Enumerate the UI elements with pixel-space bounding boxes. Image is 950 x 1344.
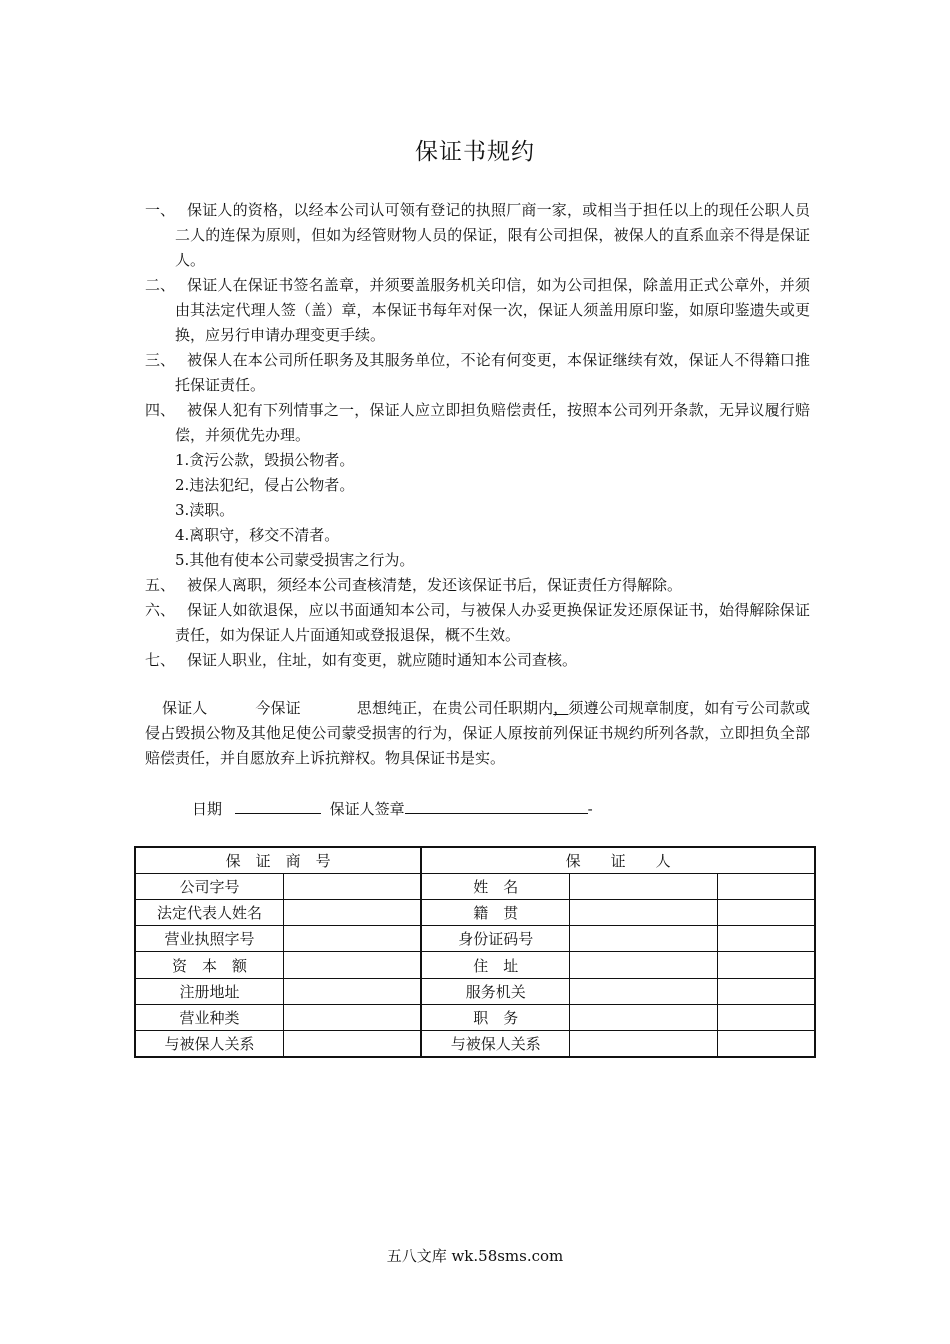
pledge-guarantor-label: 保证人: [162, 699, 208, 717]
value-cell[interactable]: [570, 1030, 718, 1057]
clause-list: [145, 198, 810, 673]
clause-1: [145, 198, 810, 273]
clause-number: 七、: [145, 651, 176, 669]
clause-number: 二、: [145, 276, 176, 294]
value-cell[interactable]: [284, 1030, 422, 1057]
table-row: [135, 952, 815, 978]
clause-number: 四、: [145, 401, 176, 419]
clause-number: 一、: [145, 201, 176, 219]
clause-7: [145, 648, 810, 673]
value-cell[interactable]: [570, 900, 718, 926]
value-cell[interactable]: [284, 900, 422, 926]
table-row: [135, 978, 815, 1004]
signature-blank[interactable]: [405, 797, 588, 814]
value-cell[interactable]: [284, 978, 422, 1004]
sub-item-2: 2.违法犯纪，侵占公物者。: [175, 476, 355, 494]
row-label: 资 本 额: [135, 952, 284, 978]
guarantor-header: 保 证 人: [421, 847, 815, 874]
table-row: [135, 1030, 815, 1057]
row-label: 住 址: [421, 952, 570, 978]
clause-3: [145, 348, 810, 398]
table-row: [135, 926, 815, 952]
sub-item-3: 3.渎职。: [175, 501, 235, 519]
value-cell[interactable]: [717, 900, 815, 926]
page-footer: 五八文库 wk.58sms.com: [386, 1247, 564, 1265]
signature-trail: -: [587, 800, 593, 818]
table-header-row: [135, 847, 815, 874]
clause-number: 三、: [145, 351, 176, 369]
row-label: 注册地址: [135, 978, 284, 1004]
pledge-paragraph: [145, 696, 810, 771]
company-header: 保 证 商 号: [135, 847, 421, 874]
table-row: [135, 1004, 815, 1030]
pledge-text-1: 思想纯正，在贵公司任职期内: [356, 699, 554, 717]
pledge-guarantee-label: 今保证: [255, 699, 301, 717]
clause-text: 被保人离职，须经本公司查核清楚，发还该保证书后，保证责任方得解除。: [187, 576, 683, 594]
clause-5: [145, 573, 810, 598]
value-cell[interactable]: [570, 874, 718, 900]
row-label: 与被保人关系: [135, 1030, 284, 1057]
value-cell[interactable]: [284, 874, 422, 900]
row-label: 法定代表人姓名: [135, 900, 284, 926]
clause-6: [145, 598, 810, 648]
value-cell[interactable]: [570, 1004, 718, 1030]
clause-2: [145, 273, 810, 348]
guarantee-info-table: [134, 846, 816, 1058]
table-row: [135, 900, 815, 926]
date-blank[interactable]: [235, 797, 321, 814]
clause-4: [145, 398, 810, 448]
value-cell[interactable]: [284, 1004, 422, 1030]
row-label: 身份证码号: [421, 926, 570, 952]
signer-label: 保证人签章: [329, 800, 405, 818]
value-cell[interactable]: [717, 952, 815, 978]
pledge-comma: ，: [553, 699, 569, 717]
value-cell[interactable]: [717, 1004, 815, 1030]
document-title: 保证书规约: [415, 139, 535, 165]
table-row: [135, 874, 815, 900]
value-cell[interactable]: [717, 874, 815, 900]
sub-item-1: 1.贪污公款，毁损公物者。: [175, 451, 355, 469]
sub-item-5: 5.其他有使本公司蒙受损害之行为。: [175, 551, 415, 569]
row-label: 与被保人关系: [421, 1030, 570, 1057]
value-cell[interactable]: [717, 926, 815, 952]
row-label: 姓 名: [421, 874, 570, 900]
clause-text: 保证人在保证书签名盖章，并须要盖服务机关印信，如为公司担保，除盖用正式公章外，并须由其法定代理人签（盖）章，本保证书每年对保一次，保证人须盖用原印鉴，如原印鉴遗失或更换，应另行申请办理变更手续。: [175, 276, 810, 344]
row-label: 服务机关: [421, 978, 570, 1004]
clause-text: 被保人犯有下列情事之一，保证人应立即担负赔偿责任，按照本公司列开条款，无异议履行赔偿，并须优先办理。: [175, 401, 810, 444]
pledge-text-2: 须遵公司规章制度，如有亏公司款或侵占毁损公物及其他足使公司蒙受损害的行为，保证人原按前列保证书规约所列各款，立即担负全部赔偿责任，并自愿放弃上诉抗辩权。物具保证书是实。: [145, 699, 810, 767]
row-label: 营业执照字号: [135, 926, 284, 952]
row-label: 职 务: [421, 1004, 570, 1030]
value-cell[interactable]: [717, 978, 815, 1004]
value-cell[interactable]: [284, 926, 422, 952]
value-cell[interactable]: [284, 952, 422, 978]
value-cell[interactable]: [570, 978, 718, 1004]
date-label: 日期: [192, 800, 223, 818]
row-label: 营业种类: [135, 1004, 284, 1030]
signature-line: [192, 797, 593, 819]
clause-number: 五、: [145, 576, 176, 594]
value-cell[interactable]: [570, 926, 718, 952]
clause-text: 保证人如欲退保，应以书面通知本公司，与被保人办妥更换保证发还原保证书，始得解除保证责任，如为保证人片面通知或登报退保，概不生效。: [175, 601, 810, 644]
clause-text: 保证人职业，住址，如有变更，就应随时通知本公司查核。: [187, 651, 578, 669]
clause-text: 保证人的资格，以经本公司认可领有登记的执照厂商一家，或相当于担任以上的现任公职人员二人的连保为原则，但如为经管财物人员的保证，限有公司担保，被保人的直系血亲不得是保证人。: [175, 201, 810, 269]
sub-item-4: 4.离职守，移交不清者。: [175, 526, 340, 544]
clause-text: 被保人在本公司所任职务及其服务单位，不论有何变更，本保证继续有效，保证人不得籍口推托保证责任。: [175, 351, 810, 394]
value-cell[interactable]: [717, 1030, 815, 1057]
clause-number: 六、: [145, 601, 176, 619]
row-label: 公司字号: [135, 874, 284, 900]
row-label: 籍 贯: [421, 900, 570, 926]
value-cell[interactable]: [570, 952, 718, 978]
